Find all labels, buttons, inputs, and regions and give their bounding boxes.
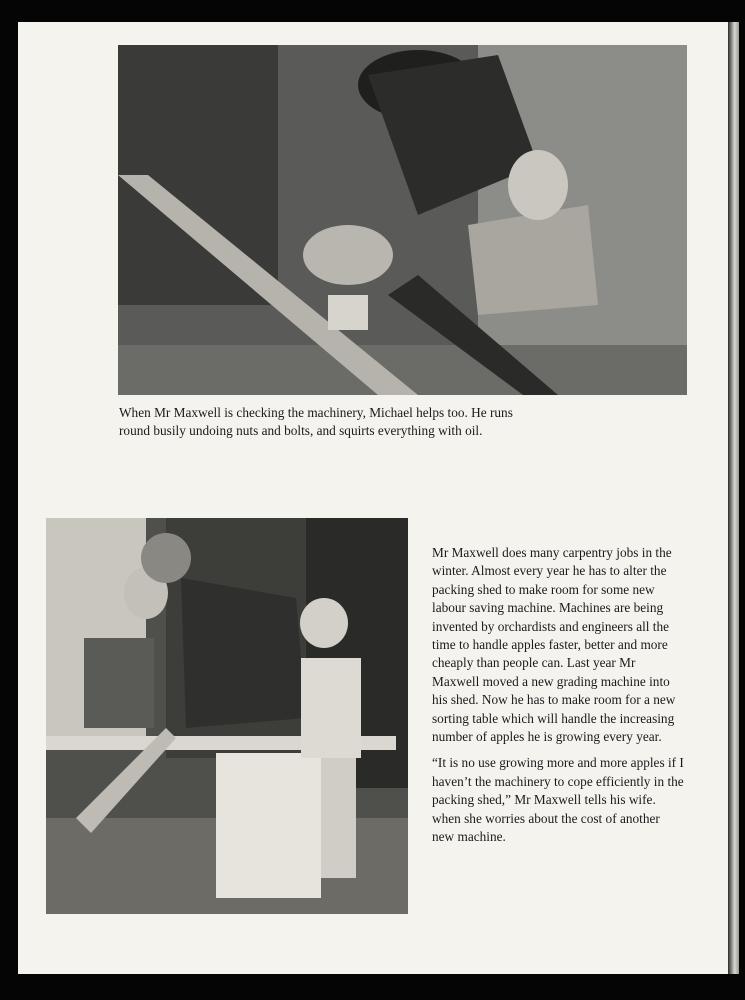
photo-carpentry-image (46, 518, 408, 914)
photo-machinery (118, 45, 687, 395)
body-paragraph-1: Mr Maxwell does many carpentry jobs in the winter. Almost every year he has to alter the packing shed to make room for some new labour saving machine. Machines are being invented by orchardists and engineers all the time to handle apples faster, better and more cheaply than people can. Last year Mr Maxwell moved a new grading machine into his shed. Now he has to make room for a new sorting table which will handle the increasing number of apples he is growing every year. (432, 545, 676, 745)
body-paragraph-2: “It is no use growing more and more apples if I haven’t the machinery to cope efficiently in the packing shed,” Mr Maxwell tells his wife. when she worries about the cost of another new machine. (432, 755, 684, 845)
caption-machinery: When Mr Maxwell is checking the machinery, Michael helps too. He runs round busily undoing nuts and bolts, and squirts everything with oil. (119, 405, 513, 439)
photo-machinery-image (118, 45, 687, 395)
photo-carpentry (46, 518, 408, 914)
body-text (432, 544, 684, 855)
book-page (18, 22, 728, 974)
page-edge (728, 22, 739, 974)
